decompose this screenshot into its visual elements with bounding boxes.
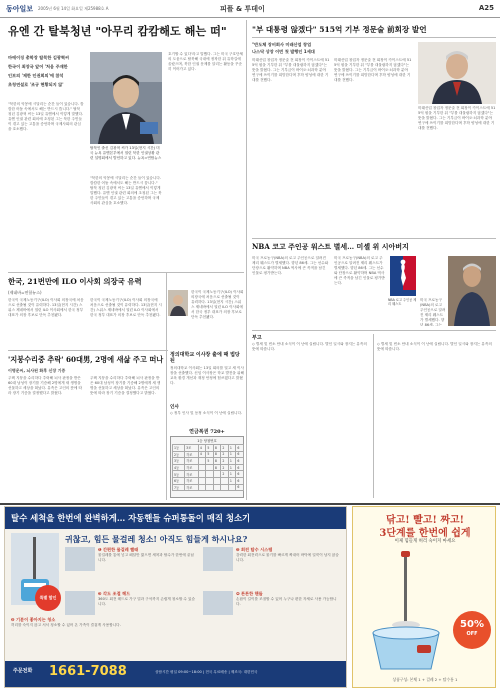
- deck-line: 마에이징 총학장 탈북한 김광혁씨: [8, 55, 70, 60]
- divider: [252, 330, 496, 331]
- lottery-box: [170, 436, 244, 498]
- lottery-cell: 6: [236, 471, 244, 478]
- lottery-cell: 6등: [173, 477, 185, 484]
- column-divider: [246, 20, 247, 500]
- feature-title: ❷ 회전 탈수 시스템: [236, 547, 273, 552]
- sub-article-body: 한국이 국제노동기구(ILO) 이사회 의장국에 처음으로 선출될 것이 유력하다. 13일(현지 시간) 스위스 제네바에서 열린 ILO 이사회에서 한국 정부 대표가 의장 후보로 단독 추천됐다.: [8, 298, 84, 317]
- story-body: 미래산업 창업자 정문술 전 회장이 카이스트에 515억 원을 기부한 뒤 "부를 대물림하지 않겠다"는 뜻을 밝혔다. 그는 기부금이 바이오·뇌과학 분야 연구에 쓰이기를 희망한다며 후학 양성에 대한 기대를 전했다.: [418, 106, 496, 130]
- ad-headline: 탈수 세척을 한번에 완벽하게… 자동핸들 슈퍼통돌이 매직 청소기: [11, 513, 251, 523]
- lottery-row: [173, 464, 244, 471]
- sub-article-body: 한국이 국제노동기구(ILO) 이사회 의장국에 처음으로 선출될 것이 유력하다. 13일(현지 시간) 스위스 제네바에서 열린 ILO 이사회에서 한국 정부 대표가 의장 후보로 단독 추천됐다.: [90, 298, 162, 317]
- feature-title: ❹ 튼튼한 핸들: [236, 591, 263, 596]
- person-photo-icon: [168, 290, 188, 316]
- right-headline: "부 대통령 않겠다" 515억 기부 정문술 前회장 발언: [252, 25, 427, 34]
- ad-right-subline: 이제 힘들게 허리 숙이지 마세요: [394, 539, 456, 544]
- sub-article-byline: (제네바=연합뉴스): [8, 290, 42, 295]
- nba-body: 미국 프로농구(NBA)의 로고 주인공으로 알려진 제리 웨스트가 별세했다. 향년 86세. 그는 선수와 단장으로 활약하며 NBA 역사에 큰 족적을 남긴 인물로 평가받는다.: [252, 256, 329, 275]
- lottery-cell: [198, 464, 206, 471]
- discount-badge: 특별 할인: [35, 585, 61, 611]
- lottery-cell: [221, 484, 229, 491]
- lottery-title: 연금복권 720+: [189, 429, 225, 435]
- feature-photo: [65, 547, 95, 571]
- nba-player-photo: [448, 256, 496, 326]
- story-body: 미래산업 창업자 정문술 전 회장이 카이스트에 515억 원을 기부한 뒤 "부를 대물림하지 않겠다"는 뜻을 밝혔다. 그는 기부금이 바이오·뇌과학 분야 연구에 쓰이기를 희망한다며 후학 양성에 대한 기대를 전했다.: [252, 58, 330, 82]
- lottery-cell: [198, 458, 206, 465]
- nba-caption: NBA 로고 주인공 제리 웨스트: [388, 298, 417, 306]
- lottery-cell: 1: [228, 471, 236, 478]
- obituary-body: ◇ 별세 및 빈소 안내 소식이 이 난에 실립니다. 발인 일시와 장지는 유족의 뜻에 따릅니다.: [252, 342, 367, 351]
- lottery-cell: 4등: [173, 464, 185, 471]
- page-number: A25: [478, 4, 494, 12]
- lottery-cell: 2: [221, 471, 229, 478]
- lottery-row: [173, 471, 244, 478]
- ad-footer-text: 상담시간 평일 09:00~18:00 | 전국 무료배송 | 제조국: 대한민국: [155, 670, 258, 674]
- divider: [8, 350, 168, 351]
- divider: [252, 238, 496, 239]
- election-headline: 정의대학교 이사장 출에 때 법당된: [170, 352, 240, 364]
- article-body: "북한의 악몽에 시달리는 순간 들이 있습니다. 캄캄한 어둠 속에서도 해는 반드시 뜹니다." 탈북 청년 김광혁 씨는 13일 유엔에서 이렇게 말했다. 유엔 인권 관련 회의에 초청된 그는 북한 주민들이 겪고 있는 고통을 증언하며 국제사회의 관심을 호소했다.: [8, 102, 84, 131]
- lottery-cell: [206, 477, 214, 484]
- lottery-row: [173, 458, 244, 465]
- lottery-cell: 3등: [173, 458, 185, 465]
- lottery-cell: 6: [236, 484, 244, 491]
- lottery-row: [173, 451, 244, 458]
- newspaper-logo: 동아일보: [6, 5, 34, 13]
- lottery-cell: 1: [228, 458, 236, 465]
- donor-photo: [418, 42, 496, 104]
- mop-advertisement-right[interactable]: [352, 506, 496, 688]
- feature-photo: [65, 591, 95, 615]
- story-deck: 나스닥 상장 이번 첫 발행인 1세대: [252, 49, 315, 54]
- lottery-cell: 6: [236, 451, 244, 458]
- nba-body: 미국 프로농구(NBA)의 로고 주인공으로 알려진 제리 웨스트가 별세했다. 향년 86세. 그는: [420, 298, 446, 326]
- lottery-cell: 각조: [185, 471, 199, 478]
- lottery-subtitle: 1등 당첨번호: [197, 439, 217, 443]
- lottery-cell: [206, 484, 214, 491]
- lottery-cell: [228, 484, 236, 491]
- feature-item: [11, 617, 195, 647]
- phone-number[interactable]: 1661-7088: [49, 664, 127, 679]
- ad-right-product: [361, 549, 451, 673]
- feature-text: 물걸레를 통에 넣고 페달만 밟으면 세척과 탈수가 한번에 끝납니다.: [98, 553, 194, 562]
- nba-logo-image: [390, 256, 416, 296]
- column-divider: [373, 334, 374, 498]
- obituary-body: ◇ 별세 및 빈소 안내 소식이 이 난에 실립니다. 발인 일시와 장지는 유족의 뜻에 따릅니다.: [377, 342, 492, 351]
- lottery-cell: 4: [198, 445, 206, 452]
- story-subhead: "반도체 장비회사 미래산업 창업: [252, 42, 312, 47]
- election-body: 정의대학교 이사회는 13일 회의를 열고 새 이사장을 선출했다. 신임 이사장은 학교 발전을 위해 교육 환경 개선과 재정 안정에 힘쓰겠다고 밝혔다.: [170, 366, 244, 385]
- feature-photo: [203, 547, 233, 571]
- discount-label: OFF: [466, 631, 478, 637]
- divider: [252, 37, 496, 38]
- lottery-cell: 8: [213, 464, 221, 471]
- article-body-col2: 호기할 수 있다'라고 말했다. 그는 미국 구호단체의 도움으로 탈북해 국내에 정착한 뒤 유학길에 올랐으며, 북한 인권 문제를 알리는 활동을 꾸준히 이어가고 있다.: [168, 52, 243, 71]
- page-header: [0, 0, 500, 18]
- section-title: 피플 & 투데이: [220, 5, 265, 13]
- lottery-row: [173, 484, 244, 491]
- divider: [8, 272, 244, 273]
- lottery-cell: 6: [236, 477, 244, 484]
- feature-text: 360도 회전 헤드로 가구 밑과 구석까지 손쉽게 청소할 수 있습니다.: [98, 597, 195, 606]
- lottery-row: [173, 477, 244, 484]
- feature-title: ❺ 기분이 좋아지는 청소: [11, 617, 56, 622]
- feature-photo: [203, 591, 233, 615]
- discount-value: 50%: [460, 619, 484, 630]
- lottery-cell: [206, 464, 214, 471]
- lottery-cell: [213, 471, 221, 478]
- notice-body: ◇ 정부 인사 및 동정 소식이 이 난에 실립니다.: [170, 411, 243, 415]
- portrait-photo: [168, 290, 188, 316]
- feature-text: 허리를 숙이지 않고 서서 청소할 수 있어 온 가족이 즐겁게 사용합니다.: [11, 623, 121, 627]
- lottery-cell: 6: [236, 445, 244, 452]
- person-photo-icon: [90, 52, 162, 144]
- deck-line: 한국이 최장국 앞어 '처음 주재한: [8, 64, 68, 69]
- lottery-cell: [198, 477, 206, 484]
- nba-body: 미국 프로농구(NBA)의 로고 주인공으로 알려진 제리 웨스트가 별세했다. 향년 86세. 그는 선수와 단장으로 활약하며 NBA 역사에 큰 족적을 남긴 인물로 평가받는다.: [334, 256, 385, 285]
- feature-title: ❶ 간편한 물걸레 빨래: [98, 547, 139, 552]
- lottery-cell: 2: [221, 451, 229, 458]
- feature-item: [203, 591, 341, 631]
- sub-article-byline: 이명운씨, 뇌사된 화후 신장 기증: [8, 368, 66, 373]
- lottery-cell: [221, 477, 229, 484]
- nba-headline: NBA 코고 주인공 워스트 별세… 미셸 위 시아버지: [252, 242, 409, 251]
- deck-line: 인보의 '제한 인권회의'에 참석: [8, 73, 64, 78]
- lottery-cell: 1등: [173, 445, 185, 452]
- feature-title: ❸ 각도 조절 헤드: [98, 591, 131, 596]
- ad-subline: 귀찮고, 힘든 물걸레 청소! 아직도 힘들게 하시나요?: [65, 534, 248, 544]
- lottery-cell: 1: [228, 451, 236, 458]
- lottery-cell: 1: [228, 477, 236, 484]
- lottery-cell: 5: [206, 445, 214, 452]
- lottery-table: [172, 444, 244, 491]
- discount-badge: [453, 611, 491, 649]
- lottery-cell: 2등: [173, 451, 185, 458]
- deck-line: 초청연설로 '조규 현황되지 않': [8, 82, 64, 87]
- lottery-cell: [198, 471, 206, 478]
- lottery-cell: 1: [228, 464, 236, 471]
- lottery-cell: 각조: [185, 451, 199, 458]
- notice-headline: 인사: [170, 405, 179, 410]
- ad-right-footer: 상품구성: 본체 1 + 걸레 2 + 탈수통 1: [392, 677, 458, 682]
- lottery-cell: 2: [221, 464, 229, 471]
- lottery-cell: 8: [213, 445, 221, 452]
- ad-right-headline2: 3단계를 한번에 쉽게: [379, 528, 471, 539]
- lottery-cell: 5등: [173, 471, 185, 478]
- mop-advertisement[interactable]: [4, 506, 347, 688]
- phone-label: 주문전화: [13, 668, 33, 674]
- sub-article-headline: '지붕수리중 추락' 60대男, 2명에 새삶 주고 떠나: [8, 355, 164, 364]
- nba-logo-icon: [390, 256, 416, 296]
- article-body-continued: "북한의 악몽에 시달리는 순간 들이 있습니다. 캄캄한 어둠 속에서도 해는 반드시 뜹니다." 탈북 청년 김광혁 씨는 13일 유엔에서 이렇게 말했다. 유엔 인권 관련 회의에 초청된 그는 북한 주민들이 겪고 있는 고통을 증언하며 국제사회의 관심을 호소했다.: [90, 176, 162, 205]
- story-body: 미래산업 창업자 정문술 전 회장이 카이스트에 515억 원을 기부한 뒤 "부를 대물림하지 않겠다"는 뜻을 밝혔다. 그는 기부금이 바이오·뇌과학 분야 연구에 쓰이기를 희망한다며 후학 양성에 대한 기대를 전했다.: [334, 58, 412, 82]
- ad-right-headline: 닦고! 빨고! 짜고!: [385, 515, 465, 526]
- lottery-cell: 8: [213, 451, 221, 458]
- photo-caption: 탈북인 출신 김광혁 씨가 13일(현지 시간) 미국 뉴욕 유엔본부에서 열린 북한 인권상황 관련 설명회에서 발언하고 있다. 뉴욕=연합뉴스: [90, 146, 162, 160]
- spin-mop-bucket-icon: [361, 549, 451, 673]
- person-photo-icon: [418, 42, 496, 104]
- article-photo: [90, 52, 162, 144]
- lottery-cell: 각조: [185, 484, 199, 491]
- lottery-cell: [213, 484, 221, 491]
- sub-article-body: 한국이 국제노동기구(ILO) 이사회 의장국에 처음으로 선출될 것이 유력하다. 13일(현지 시간) 스위스 제네바에서 열린 ILO 이사회에서 한국 정부 대표가 의장 후보로 단독 추천됐다.: [191, 290, 244, 319]
- sub-article-headline: 한국, 21번만에 ILO 이사회 의장국 유력: [8, 277, 142, 286]
- lottery-cell: 6: [236, 458, 244, 465]
- lottery-cell: [198, 484, 206, 491]
- article-deck: [8, 55, 84, 88]
- lottery-cell: 2: [221, 445, 229, 452]
- lottery-cell: [213, 477, 221, 484]
- article-headline: 유엔 간 탈북청년 "아무리 캄캄해도 해는 떠": [8, 24, 227, 38]
- sub-article-body: 주택 지붕을 수리하다 추락해 뇌사 판정을 받은 60대 남성이 장기를 기증해 2명에게 새 생명을 선물하고 세상을 떠났다. 유족은 고인의 뜻에 따라 장기 기증을 결정했다고 밝혔다.: [90, 376, 161, 395]
- lottery-cell: [206, 471, 214, 478]
- dateline: 2005년 6월 14일 화요일 제25988호 A: [38, 6, 109, 11]
- lottery-cell: 1: [228, 445, 236, 452]
- lottery-cell: 5: [206, 451, 214, 458]
- feature-text: 손잡이 길이를 조절할 수 있어 누구나 편한 자세로 사용 가능합니다.: [236, 597, 337, 606]
- lottery-cell: 각조: [185, 458, 199, 465]
- feature-item: [65, 547, 195, 587]
- lottery-cell: 8: [213, 458, 221, 465]
- order-phone-bar[interactable]: [5, 661, 346, 687]
- lottery-cell: 4: [198, 451, 206, 458]
- lottery-cell: 5: [206, 458, 214, 465]
- lottery-cell: 7등: [173, 484, 185, 491]
- lottery-cell: 각조: [185, 477, 199, 484]
- sub-article-body: 주택 지붕을 수리하다 추락해 뇌사 판정을 받은 60대 남성이 장기를 기증해 2명에게 새 생명을 선물하고 세상을 떠났다. 유족은 고인의 뜻에 따라 장기 기증을 결정했다고 밝혔다.: [8, 376, 82, 395]
- lottery-cell: 각조: [185, 464, 199, 471]
- lottery-row: [173, 445, 244, 452]
- person-photo-icon: [448, 256, 496, 326]
- column-divider: [166, 272, 167, 500]
- feature-text: 강력한 회전력으로 물기를 빠르게 짜내어 바닥에 얼룩이 남지 않습니다.: [236, 553, 339, 562]
- lottery-cell: 6: [236, 464, 244, 471]
- obituary-headline: 부고: [252, 335, 262, 341]
- feature-item: [203, 547, 341, 587]
- lottery-cell: 3조: [185, 445, 199, 452]
- lottery-cell: 2: [221, 458, 229, 465]
